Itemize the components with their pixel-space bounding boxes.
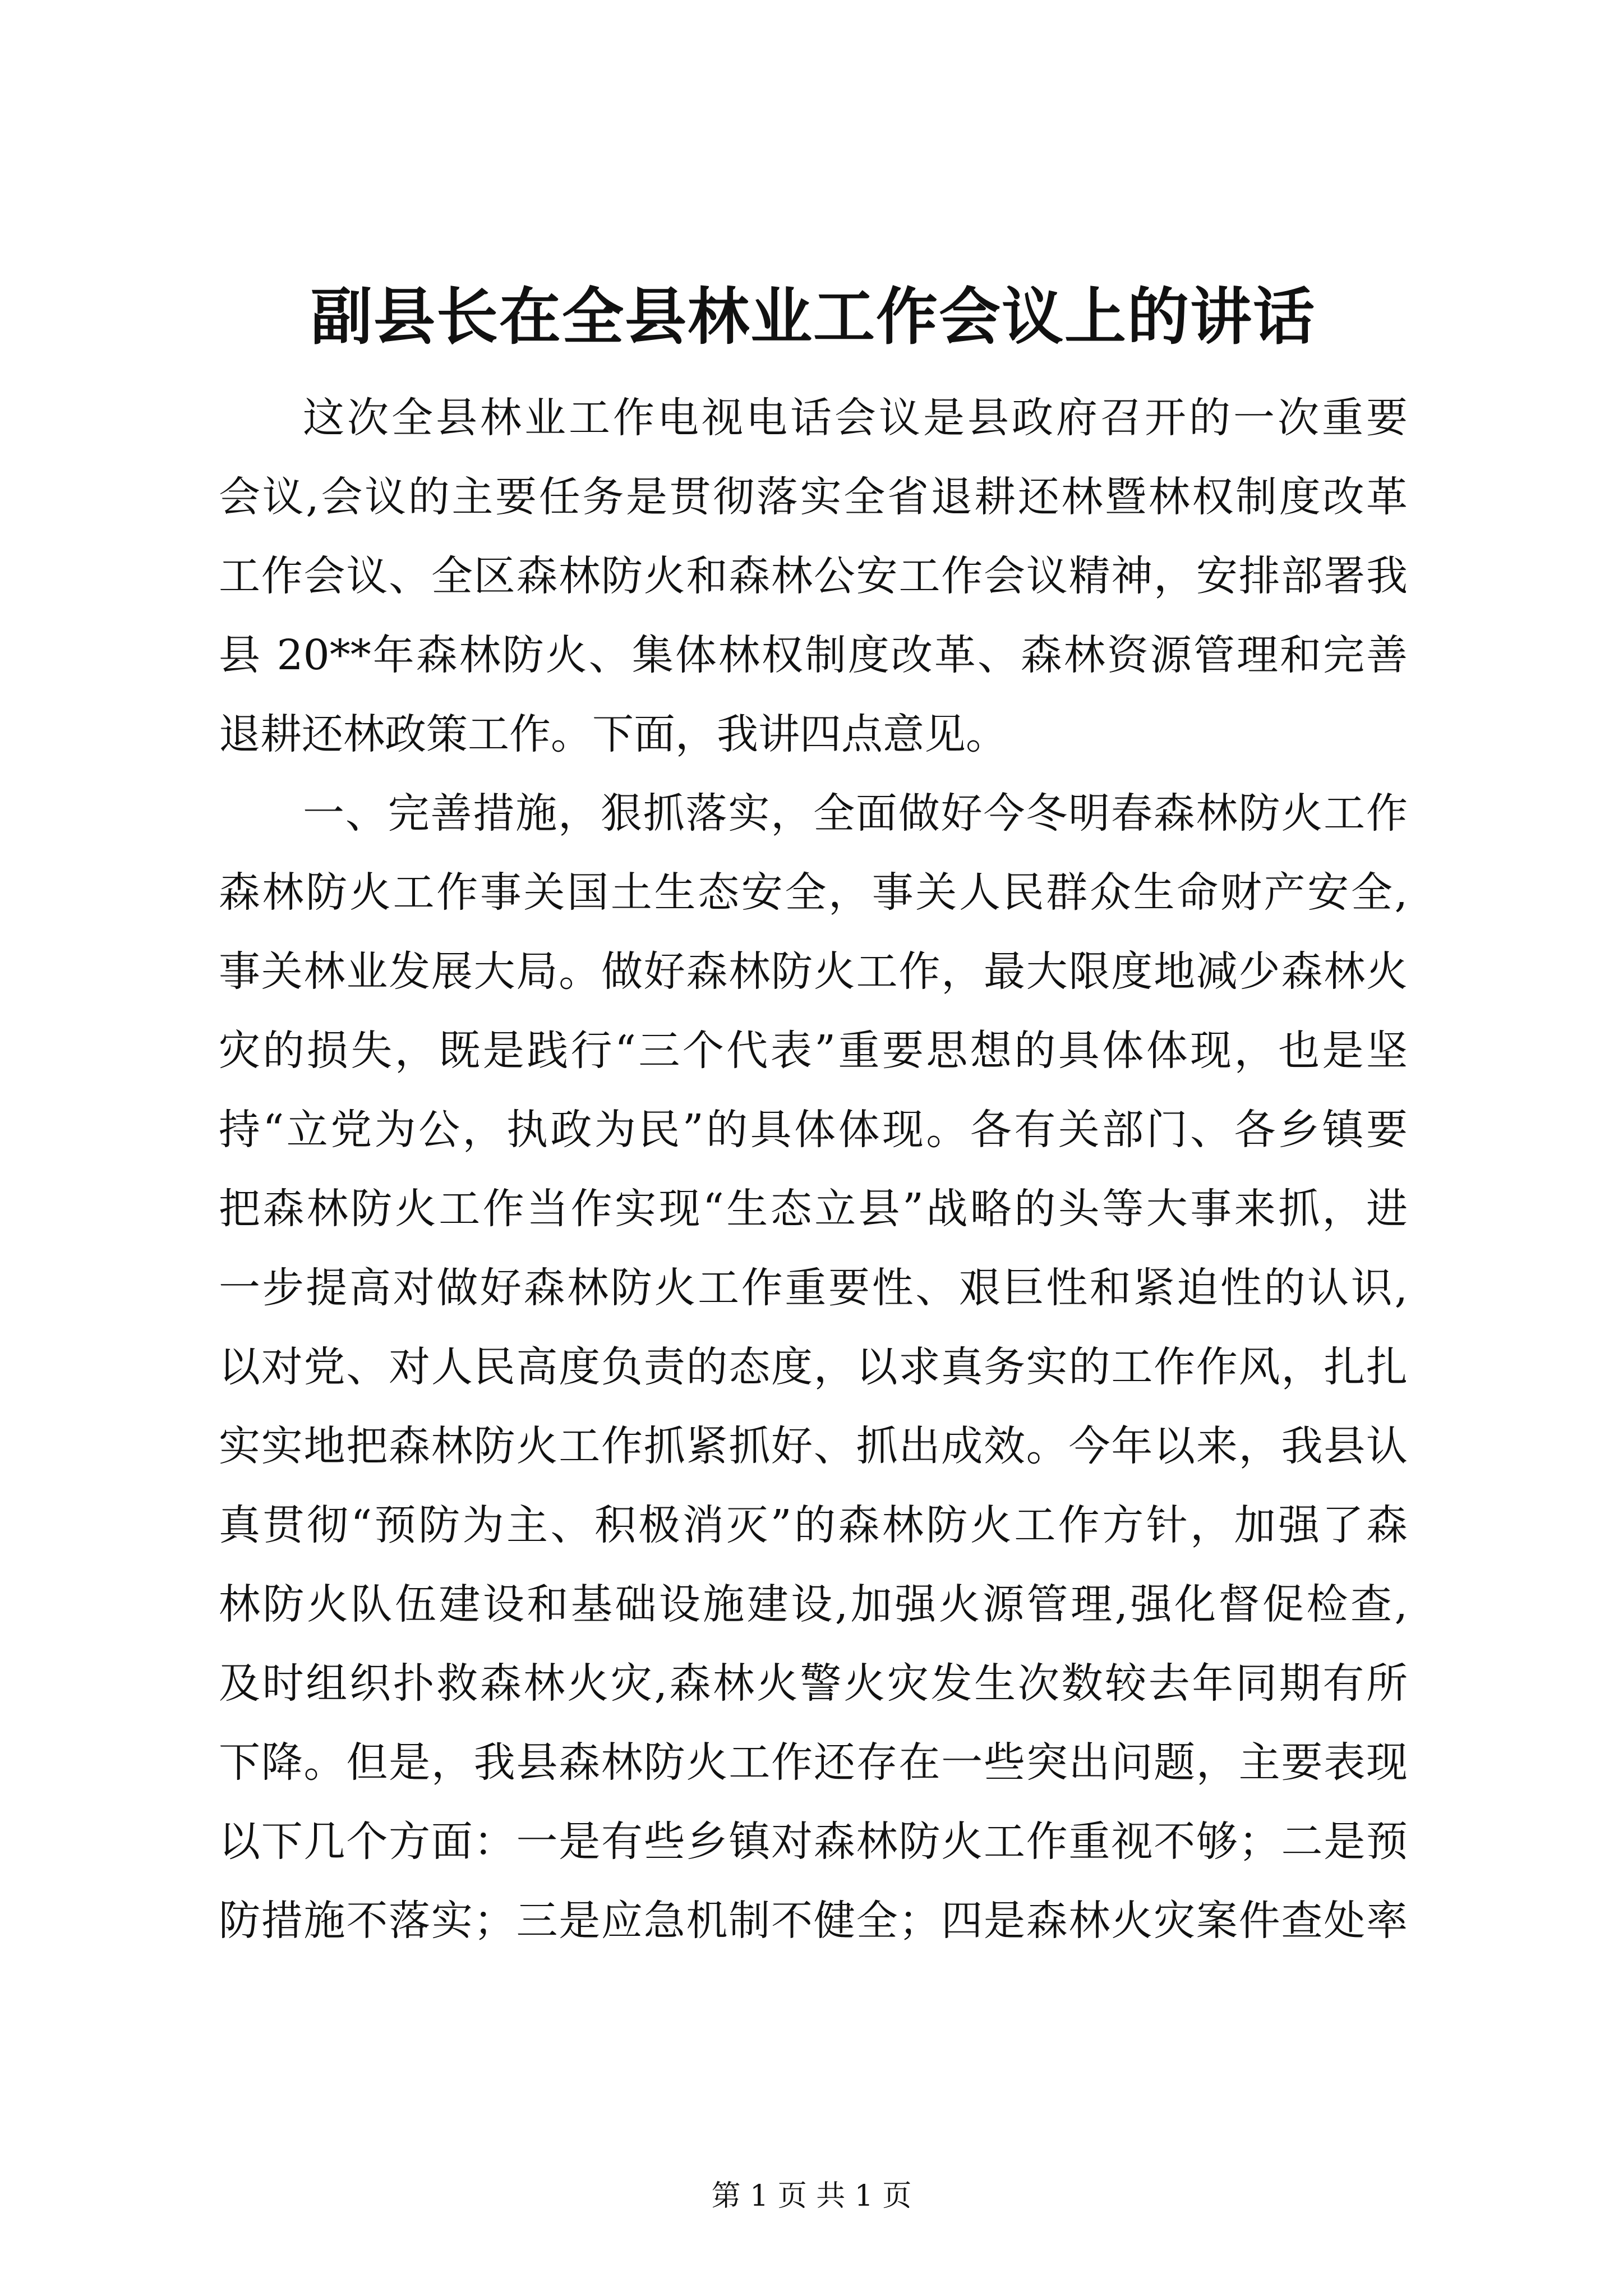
paragraph-1-line-3: 工作会议、全区森林防火和森林公安工作会议精神，安排部署我 — [219, 552, 1408, 600]
page-footer: 第 1 页 共 1 页 — [711, 2179, 912, 2213]
document-title: 副县长在全县林业工作会议上的讲话 — [311, 280, 1316, 353]
paragraph-2-line-6: 一步提高对做好森林防火工作重要性、艰巨性和紧迫性的认识, — [219, 1264, 1408, 1312]
paragraph-2-line-10: 林防火队伍建设和基础设施建设,加强火源管理,强化督促检查, — [219, 1580, 1408, 1628]
paragraph-2-line-11: 及时组织扑救森林火灾,森林火警火灾发生次数较去年同期有所 — [219, 1659, 1408, 1708]
paragraph-2-line-8: 实实地把森林防火工作抓紧抓好、抓出成效。今年以来，我县认 — [219, 1422, 1408, 1470]
paragraph-2-line-14: 防措施不落实；三是应急机制不健全；四是森林火灾案件查处率 — [219, 1897, 1408, 1945]
paragraph-2-line-12: 下降。但是，我县森林防火工作还存在一些突出问题，主要表现 — [219, 1738, 1408, 1787]
paragraph-2-line-13: 以下几个方面：一是有些乡镇对森林防火工作重视不够；二是预 — [219, 1818, 1408, 1866]
paragraph-2-line-4: 持“立党为公，执政为民”的具体体现。各有关部门、各乡镇要 — [219, 1106, 1408, 1154]
paragraph-1-line-1: 这次全县林业工作电视电话会议是县政府召开的一次重要 — [303, 394, 1408, 442]
paragraph-2-line-7: 以对党、对人民高度负责的态度，以求真务实的工作作风，扎扎 — [219, 1343, 1408, 1391]
paragraph-2-line-9: 真贯彻“预防为主、积极消灭”的森林防火工作方针，加强了森 — [219, 1501, 1408, 1549]
paragraph-1-line-5: 退耕还林政策工作。下面，我讲四点意见。 — [219, 710, 1007, 758]
paragraph-2-line-5: 把森林防火工作当作实现“生态立县”战略的头等大事来抓，进 — [219, 1185, 1408, 1233]
paragraph-2-line-3: 灾的损失，既是践行“三个代表”重要思想的具体体现，也是坚 — [219, 1027, 1408, 1075]
paragraph-2-line-1: 森林防火工作事关国土生态安全，事关人民群众生命财产安全, — [219, 868, 1408, 917]
paragraph-1-line-2: 会议,会议的主要任务是贯彻落实全省退耕还林暨林权制度改革 — [219, 473, 1408, 521]
paragraph-1-line-4: 县 20**年森林防火、集体林权制度改革、森林资源管理和完善 — [219, 631, 1408, 679]
paragraph-2-line-2: 事关林业发展大局。做好森林防火工作，最大限度地减少森林火 — [219, 947, 1408, 996]
section-heading-1: 一、完善措施，狠抓落实，全面做好今冬明春森林防火工作 — [303, 789, 1408, 838]
document-body — [219, 379, 1408, 1961]
